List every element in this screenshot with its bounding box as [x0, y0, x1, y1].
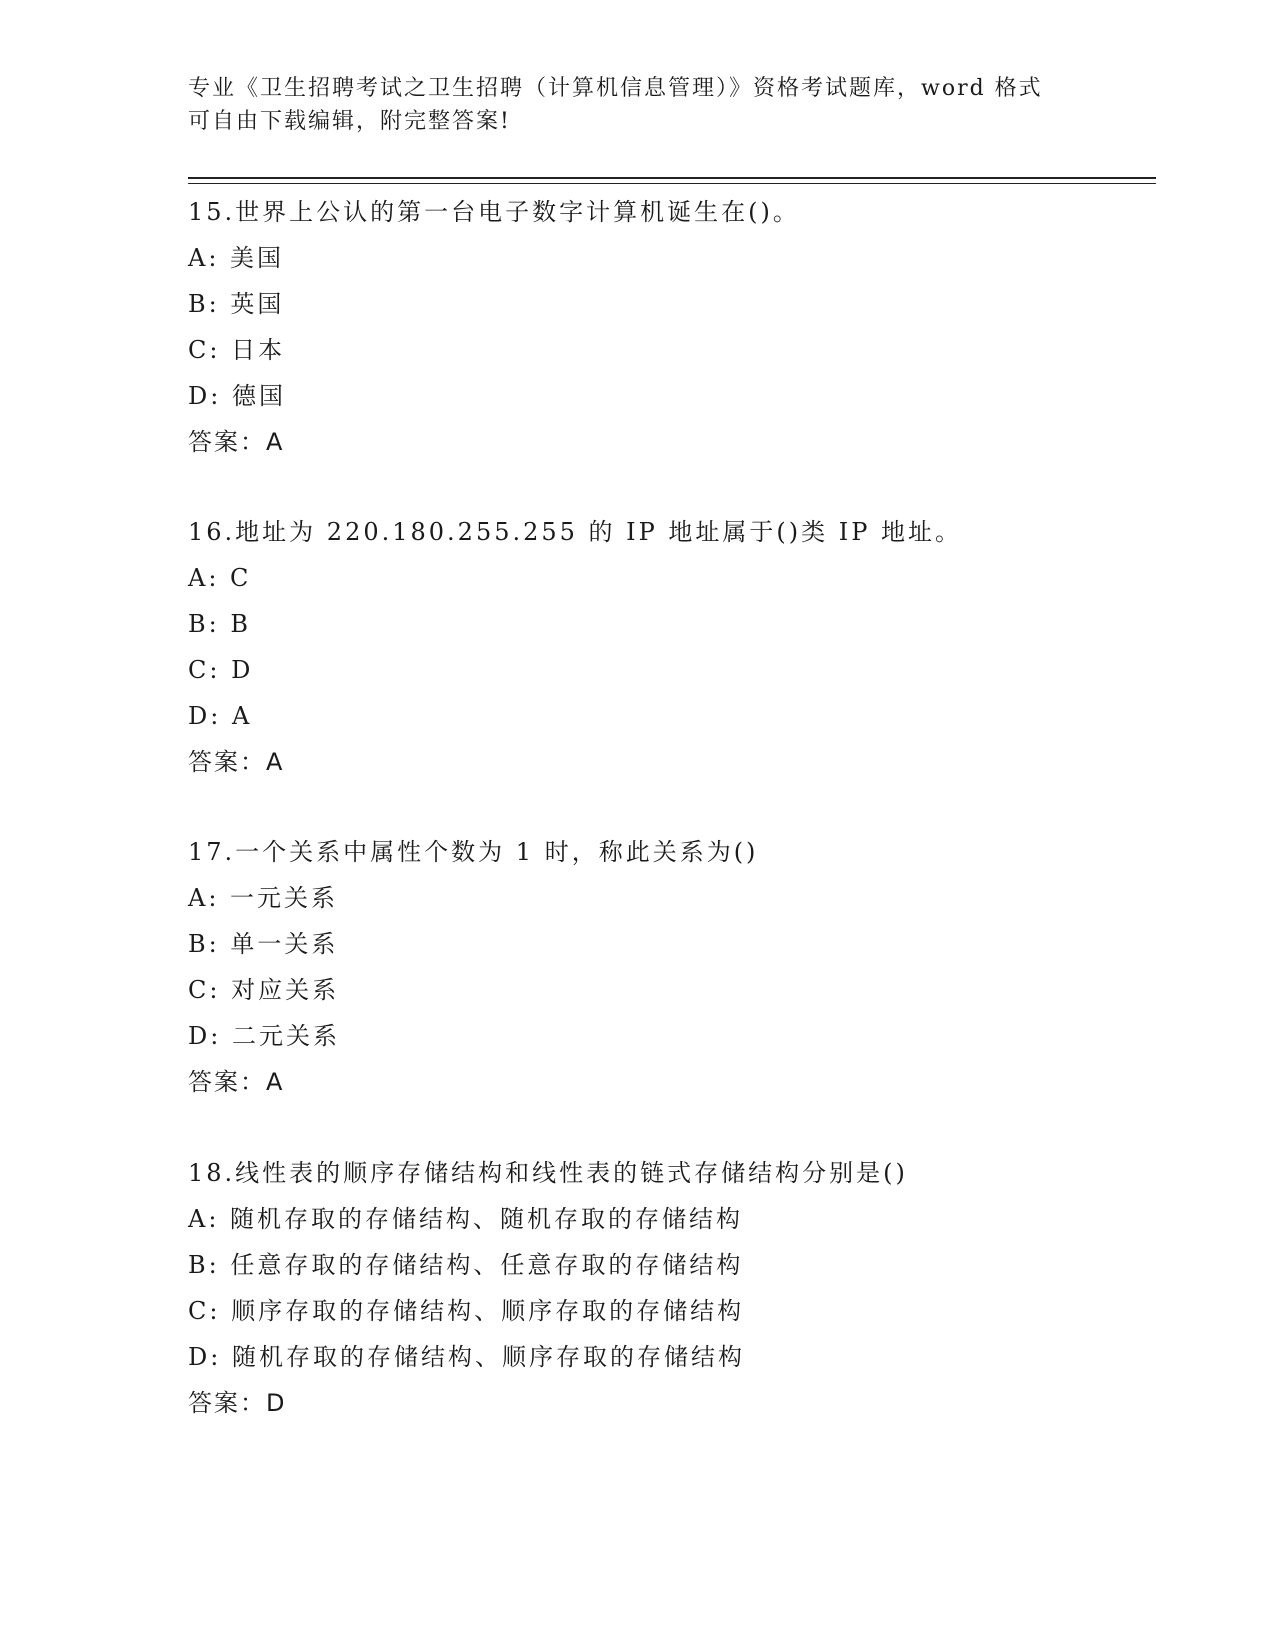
option-b: B: B [188, 610, 251, 638]
option-c: C: D [188, 656, 254, 684]
question-17 [188, 829, 1148, 1105]
option-b: B: 英国 [188, 290, 285, 318]
document-header [188, 72, 1088, 138]
question-16 [188, 509, 1148, 785]
option-c: C: 日本 [188, 336, 286, 364]
header-divider-thick [188, 177, 1156, 179]
answer: 答案：D [188, 1389, 287, 1417]
option-a: A: 美国 [188, 244, 285, 272]
option-b: B: 任意存取的存储结构、任意存取的存储结构 [188, 1251, 744, 1279]
option-d: D: 二元关系 [188, 1022, 340, 1050]
question-title: 17.一个关系中属性个数为 1 时，称此关系为() [188, 838, 759, 866]
question-title: 15.世界上公认的第一台电子数字计算机诞生在()。 [188, 198, 800, 226]
option-d: D: 随机存取的存储结构、顺序存取的存储结构 [188, 1343, 745, 1371]
header-divider-thin [188, 183, 1156, 184]
option-c: C: 顺序存取的存储结构、顺序存取的存储结构 [188, 1297, 745, 1325]
option-c: C: 对应关系 [188, 976, 340, 1004]
answer: 答案：A [188, 748, 285, 776]
option-d: D: A [188, 702, 253, 730]
answer: 答案：A [188, 428, 285, 456]
question-title: 18.线性表的顺序存储结构和线性表的链式存储结构分别是() [188, 1159, 908, 1187]
question-title: 16.地址为 220.180.255.255 的 IP 地址属于()类 IP 地址。 [188, 518, 963, 546]
option-a: A: C [188, 564, 252, 592]
option-d: D: 德国 [188, 382, 286, 410]
header-line-2: 可自由下载编辑，附完整答案! [188, 109, 511, 134]
option-a: A: 一元关系 [188, 884, 339, 912]
option-a: A: 随机存取的存储结构、随机存取的存储结构 [188, 1205, 744, 1233]
header-line-1: 专业《卫生招聘考试之卫生招聘（计算机信息管理）》资格考试题库，word 格式 [188, 76, 1043, 101]
question-15 [188, 189, 1148, 465]
question-18 [188, 1150, 1148, 1426]
answer: 答案：A [188, 1068, 285, 1096]
option-b: B: 单一关系 [188, 930, 339, 958]
